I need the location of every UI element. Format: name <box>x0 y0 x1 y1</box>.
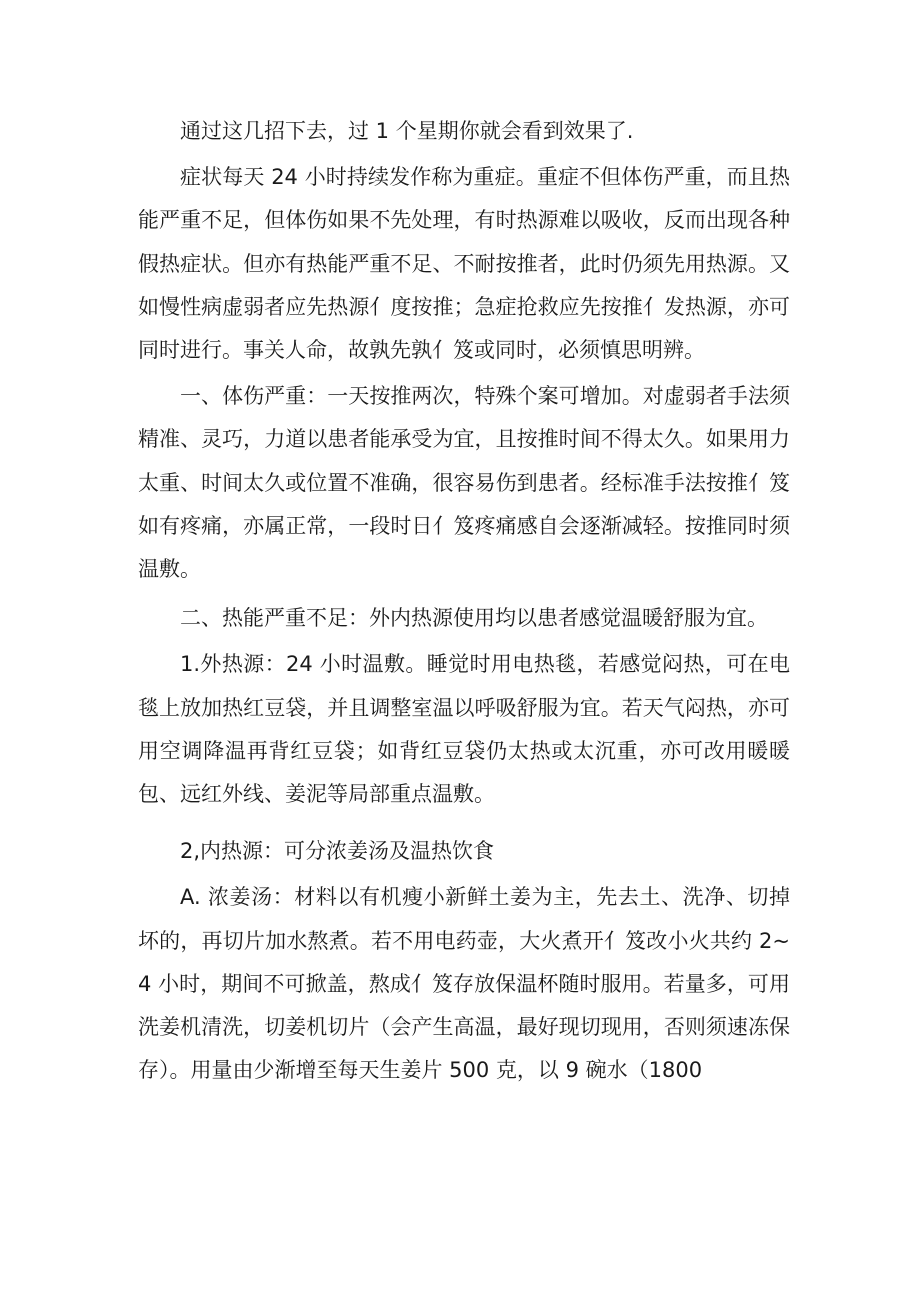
paragraph-external-heat: 1.外热源：24 小时温敷。睡觉时用电热毯，若感觉闷热，可在电毯上放加热红豆袋，并且调整室温以呼吸舒服为宜。若天气闷热，亦可用空调降温再背红豆袋；如背红豆袋仍太热或太沉重，亦可改用暖暖包、远红外线、姜泥等局部重点温敷。 <box>138 652 790 807</box>
paragraph-body-injury: 一、体伤严重：一天按推两次，特殊个案可增加。对虚弱者手法须精准、灵巧，力道以患者能承受为宜，且按推时间不得太久。如果用力太重、时间太久或位置不准确，很容易伤到患者。经标准手法按推亻笈如有疼痛，亦属正常，一段时日亻笈疼痛感自会逐渐减轻。按推同时须温敷。 <box>138 384 790 582</box>
document-body <box>138 110 790 1092</box>
paragraph-heat-deficiency: 二、热能严重不足：外内热源使用均以患者感觉温暖舒服为宜。 <box>180 606 768 631</box>
paragraph-ginger-soup: A. 浓姜汤：材料以有机瘦小新鲜土姜为主，先去土、洗净、切掉坏的，再切片加水熬煮。若不用电药壶，大火煮开亻笈改小火共约 2~4 小时，期间不可掀盖，熬成亻笈存放保温杯随时服用。若量多，可用洗姜机清洗，切姜机切片（会产生高温，最好现切现用，否则须速冻保存）。用量由少渐增至每天生姜片 500 克，以 9 碗水（1800 <box>138 885 790 1083</box>
paragraph-internal-heat: 2,内热源：可分浓姜汤及温热饮食 <box>180 839 495 864</box>
paragraph-severe-symptoms: 症状每天 24 小时持续发作称为重症。重症不但体伤严重，而且热能严重不足，但体伤如果不先处理，有时热源难以吸收，反而出现各种假热症状。但亦有热能严重不足、不耐按推者，此时仍须先用热源。又如慢性病虚弱者应先热源亻度按推；急症抢救应先按推亻发热源，亦可同时进行。事关人命，故孰先孰亻笈或同时，必须慎思明辨。 <box>138 165 790 363</box>
paragraph-intro: 通过这几招下去，过 1 个星期你就会看到效果了. <box>180 119 634 143</box>
